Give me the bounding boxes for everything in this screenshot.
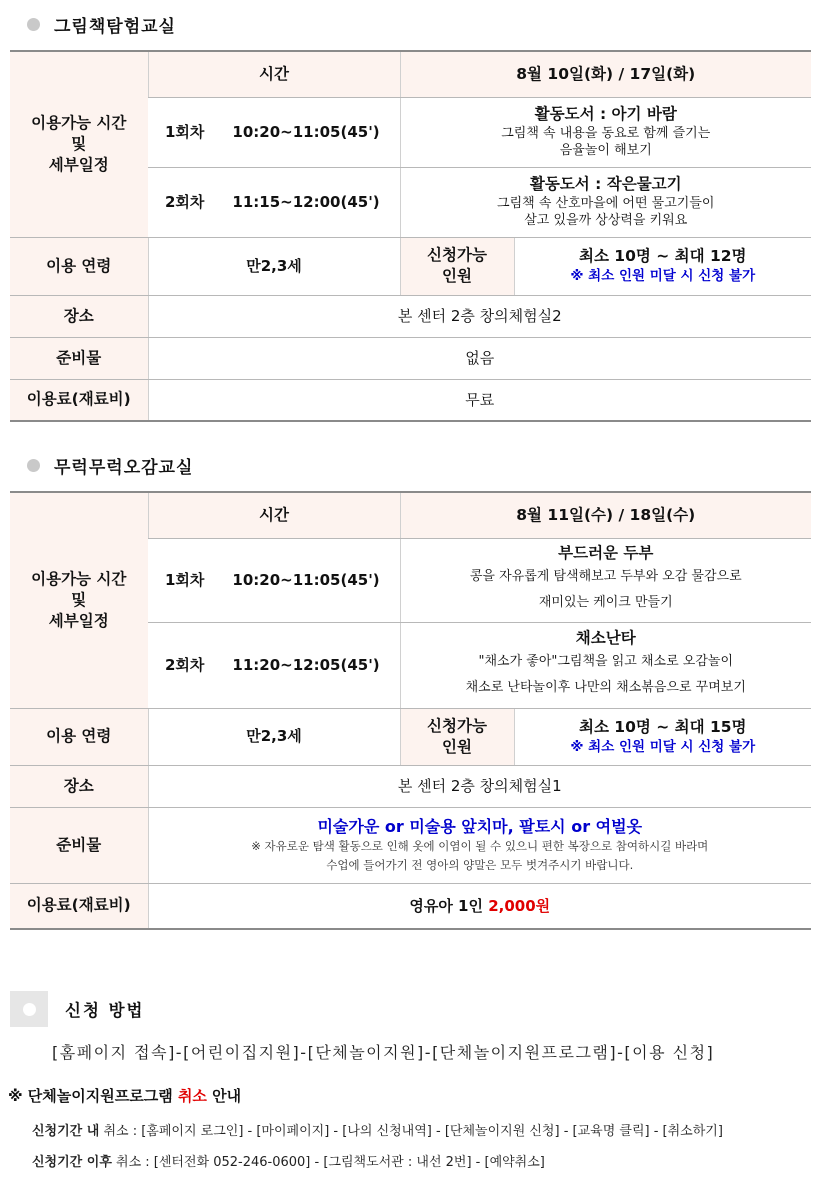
age-label: 이용 연령 <box>10 237 148 295</box>
place-label: 장소 <box>10 765 148 807</box>
capacity-value: 최소 10명 ~ 최대 15명 ※ 최소 인원 미달 시 신청 불가 <box>514 708 811 765</box>
section-title: 무럭무럭오감교실 <box>54 458 194 478</box>
capacity-label: 신청가능 인원 <box>400 708 514 765</box>
fee-amount: 2,000원 <box>488 896 551 915</box>
materials-value: 없음 <box>148 337 811 379</box>
fee-value: 영유아 1인 2,000원 <box>148 883 811 929</box>
schedule-label: 이용가능 시간 및 세부일정 <box>10 492 148 708</box>
session-time: 1회차 10:20~11:05(45') <box>148 97 400 167</box>
program-table-sensory <box>10 491 811 930</box>
session-activity: 채소난타 "채소가 좋아"그림책을 읽고 채소로 오감놀이 채소로 난타놀이후 나만의 채소볶음으로 꾸며보기 <box>400 622 811 708</box>
bullet-square-icon <box>10 991 48 1027</box>
place-value: 본 센터 2층 창의체험실1 <box>148 765 811 807</box>
apply-header <box>10 991 145 1027</box>
session-activity: 부드러운 두부 콩을 자유롭게 탐색해보고 두부와 오감 물감으로 재미있는 케이크 만들기 <box>400 538 811 622</box>
cancel-within-period: 신청기간 내 취소 : [홈페이지 로그인] - [마이페이지] - [나의 신청내역] - [단체놀이지원 신청] - [교육명 클릭] - [취소하기] <box>32 1124 723 1139</box>
materials-label: 준비물 <box>10 807 148 883</box>
fee-label: 이용료(재료비) <box>10 379 148 421</box>
fee-label: 이용료(재료비) <box>10 883 148 929</box>
session-time: 2회차 11:15~12:00(45') <box>148 167 400 237</box>
cancel-highlight: 취소 <box>177 1087 207 1105</box>
bullet-circle-icon <box>27 18 40 31</box>
age-value: 만2,3세 <box>148 237 400 295</box>
section-header-picturebook <box>27 12 176 37</box>
capacity-label: 신청가능 인원 <box>400 237 514 295</box>
apply-path: [홈페이지 접속]-[어린이집지원]-[단체놀이지원]-[단체놀이지원프로그램]-[이용 신청] <box>52 1043 715 1062</box>
program-table-picturebook <box>10 50 811 422</box>
capacity-value: 최소 10명 ~ 최대 12명 ※ 최소 인원 미달 시 신청 불가 <box>514 237 811 295</box>
session-time: 1회차 10:20~11:05(45') <box>148 538 400 622</box>
session-time: 2회차 11:20~12:05(45') <box>148 622 400 708</box>
materials-value: 미술가운 or 미술용 앞치마, 팔토시 or 여벌옷 ※ 자유로운 탐색 활동으로 인해 옷에 이염이 될 수 있으니 편한 복장으로 참여하시길 바라며 수업에 들어가기 전 영아의 양말은 모두 벗겨주시기 바랍니다. <box>148 807 811 883</box>
section-header-sensory <box>27 453 193 478</box>
age-value: 만2,3세 <box>148 708 400 765</box>
schedule-label: 이용가능 시간 및 세부일정 <box>10 51 148 237</box>
time-header: 시간 <box>148 51 400 97</box>
date-header: 8월 11일(수) / 18일(수) <box>400 492 811 538</box>
fee-value: 무료 <box>148 379 811 421</box>
bullet-circle-icon <box>27 459 40 472</box>
session-activity: 활동도서 : 아기 바람 그림책 속 내용을 동요로 함께 즐기는 음율놀이 해보기 <box>400 97 811 167</box>
section-title: 그림책탐험교실 <box>54 17 176 37</box>
materials-label: 준비물 <box>10 337 148 379</box>
session-activity: 활동도서 : 작은물고기 그림책 속 산호마을에 어떤 물고기들이 살고 있을까 상상력을 키워요 <box>400 167 811 237</box>
age-label: 이용 연령 <box>10 708 148 765</box>
time-header: 시간 <box>148 492 400 538</box>
date-header: 8월 10일(화) / 17일(화) <box>400 51 811 97</box>
cancel-after-period: 신청기간 이후 취소 : [센터전화 052-246-0600] - [그림책도서관 : 내선 2번] - [예약취소] <box>32 1155 545 1170</box>
place-label: 장소 <box>10 295 148 337</box>
apply-title: 신청 방법 <box>65 1001 145 1020</box>
cancel-title: ※ 단체놀이지원프로그램 취소 안내 <box>8 1087 242 1105</box>
place-value: 본 센터 2층 창의체험실2 <box>148 295 811 337</box>
